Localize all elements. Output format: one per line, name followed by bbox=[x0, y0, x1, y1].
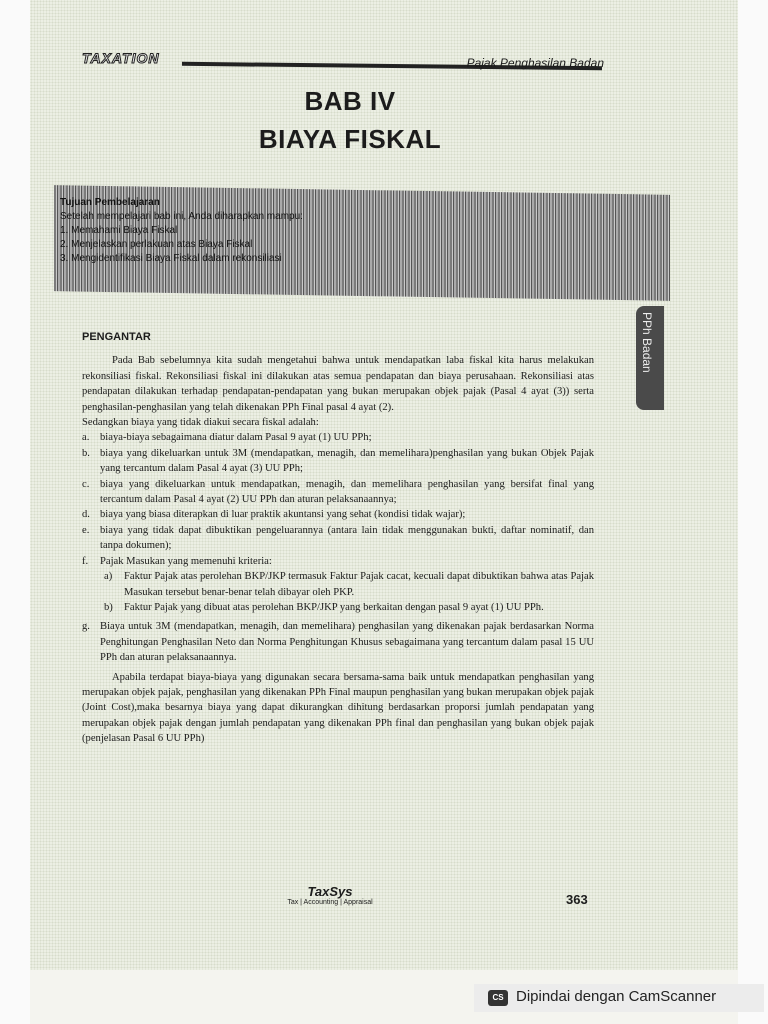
right-margin bbox=[738, 0, 768, 1024]
sub-item bbox=[104, 569, 594, 600]
list-marker: d. bbox=[82, 509, 90, 521]
header-brand: TAXATION bbox=[82, 50, 160, 66]
list-marker: b. bbox=[82, 447, 90, 459]
header-subtitle: Pajak Penghasilan Badan bbox=[466, 56, 604, 70]
intro-paragraph: Pada Bab sebelumnya kita sudah mengetahui bahwa untuk mendapatkan laba fiskal kita harus melakukan rekonsiliasi fiskal. Rekonsiliasi fiskal ini dilakukan atas semua pendapatan dan biaya perusahaan. Rekonsiliasi atas pendapatan dilakukan terhadap pendapatan-pendapatan yang bukan merupakan objek pajak (Pasal 4 ayat (3)) serta penghasilan-penghasilan yang telah dikenakan PPh Final pasal 4 ayat (2). bbox=[82, 355, 594, 413]
objectives-line: 3. Mengidentifikasi Biaya Fiskal dalam rekonsiliasi bbox=[60, 253, 282, 264]
footer-tagline: Tax | Accounting | Appraisal bbox=[287, 899, 373, 906]
closing-paragraph: Apabila terdapat biaya-biaya yang digunakan secara bersama-sama baik untuk mendapatkan penghasilan yang merupakan objek pajak, penghasilan yang dikenakan PPh Final maupun penghasilan yang bukan merupakan objek pajak (Joint Cost),maka besarnya biaya yang dapat dikurangkan dihitung berdasarkan proporsi jumlah pendapatan yang merupakan objek pajak dengan jumlah pendapatan yang dikenakan PPh final dan penghasilan yang bukan objek pajak (penjelasan Pasal 6 UU PPh) bbox=[82, 671, 594, 745]
objectives-title: Tujuan Pembelajaran bbox=[60, 197, 160, 208]
footer-brand-name: TaxSys bbox=[307, 884, 353, 899]
list-text: Pajak Masukan yang memenuhi kriteria: bbox=[100, 555, 272, 567]
objectives-line: 2. Menjelaskan perlakuan atas Biaya Fiskal bbox=[60, 239, 253, 250]
objectives-line: 1. Memahami Biaya Fiskal bbox=[60, 225, 178, 236]
sub-item bbox=[104, 600, 594, 615]
list-text: biaya yang dikeluarkan untuk mendapatkan, menagih, dan memelihara penghasilan yang bersifat final yang tercantum dalam Pasal 4 ayat (2) UU PPh dan aturan pelaksanaannya; bbox=[100, 478, 594, 506]
cost-list bbox=[82, 430, 594, 665]
list-text: biaya yang biasa diterapkan di luar praktik akuntansi yang sehat (kondisi tidak wajar); bbox=[100, 509, 466, 521]
side-tab-label: PPh Badan bbox=[640, 312, 654, 373]
chapter-number: BAB IV bbox=[304, 86, 396, 116]
list-item bbox=[82, 619, 594, 665]
list-marker: f. bbox=[82, 555, 89, 567]
list-marker: e. bbox=[82, 524, 90, 536]
list-item bbox=[82, 430, 594, 445]
list-item bbox=[82, 446, 594, 477]
sub-marker: b) bbox=[104, 601, 113, 613]
page-number: 363 bbox=[566, 892, 588, 907]
list-marker: c. bbox=[82, 478, 90, 490]
sub-list bbox=[100, 569, 594, 615]
list-item bbox=[82, 477, 594, 508]
sub-marker: a) bbox=[104, 571, 113, 583]
list-item bbox=[82, 523, 594, 554]
list-text: Biaya untuk 3M (mendapatkan, menagih, dan memelihara) penghasilan yang dikenakan pajak berdasarkan Norma Penghitungan Penghasilan Neto dan Norma Penghitungan Khusus sebagaimana yang tercantum dalam pasal 15 UU PPh dan aturan pelaksanaannya. bbox=[100, 621, 594, 664]
lead-sentence: Sedangkan biaya yang tidak diakui secara fiskal adalah: bbox=[82, 417, 319, 429]
camscanner-text: Dipindai dengan CamScanner bbox=[516, 988, 717, 1005]
left-margin bbox=[0, 0, 30, 1024]
list-item bbox=[82, 554, 594, 616]
list-text: biaya yang dikeluarkan untuk 3M (mendapatkan, menagih, dan memelihara)penghasilan yang bukan Objek Pajak yang tercantum dalam Pasal 4 ayat (3) UU PPh; bbox=[100, 447, 594, 475]
list-text: biaya yang tidak dapat dibuktikan pengeluarannya (antara lain tidak menggunakan bukti, daftar nominatif, dan tanpa dokumen); bbox=[100, 524, 594, 552]
list-item bbox=[82, 507, 594, 522]
chapter-title: BIAYA FISKAL bbox=[258, 124, 442, 154]
camscanner-logo-icon: CS bbox=[488, 990, 508, 1006]
list-text: biaya-biaya sebagaimana diatur dalam Pasal 9 ayat (1) UU PPh; bbox=[100, 432, 372, 444]
sub-text: Faktur Pajak yang dibuat atas perolehan BKP/JKP yang berkaitan dengan pasal 9 ayat (1) UU PPh. bbox=[124, 601, 544, 613]
list-marker: g. bbox=[82, 621, 90, 633]
camscanner-watermark bbox=[474, 984, 764, 1012]
objectives-text bbox=[60, 196, 303, 266]
footer-brand bbox=[250, 884, 410, 906]
objectives-line: Setelah mempelajari bab ini, Anda diharapkan mampu: bbox=[60, 211, 303, 222]
side-tab bbox=[636, 306, 664, 410]
chapter-heading bbox=[210, 82, 490, 158]
section-heading: PENGANTAR bbox=[82, 331, 151, 343]
main-content bbox=[82, 330, 594, 747]
running-header bbox=[82, 50, 604, 78]
sub-text: Faktur Pajak atas perolehan BKP/JKP termasuk Faktur Pajak cacat, kecuali dapat dibuktikan bahwa atas Pajak Masukan tersebut benar-benar telah dibayar oleh PKP. bbox=[124, 571, 594, 598]
list-marker: a. bbox=[82, 432, 90, 444]
scanned-page bbox=[30, 0, 738, 970]
